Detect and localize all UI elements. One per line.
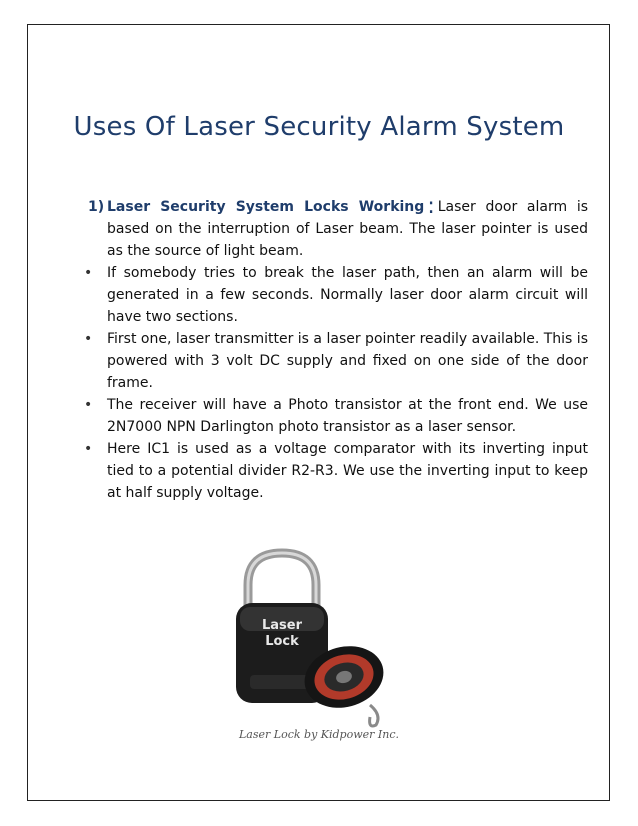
list-item	[84, 262, 588, 328]
device-label-line1: Laser	[261, 618, 303, 633]
item-number: 1)	[88, 199, 105, 215]
bullet-text: If somebody tries to break the laser path, then an alarm will be generated in a few seconds. Normally laser door alarm circuit will have two sections.	[107, 265, 588, 325]
bullet-icon: •	[84, 397, 93, 413]
bullet-text: First one, laser transmitter is a laser pointer readily available. This is powered with 3 volt DC supply and fixed on one side of the door frame.	[107, 331, 588, 391]
list-item-numbered	[88, 196, 588, 262]
laser-lock-photo	[220, 545, 420, 745]
figure-caption: Laser Lock by Kidpower Inc.	[239, 728, 399, 741]
bullet-text: Here IC1 is used as a voltage comparator with its inverting input tied to a potential divider R2-R3. We use the inverting input to keep at half supply voltage.	[107, 441, 588, 501]
bullet-icon: •	[84, 441, 93, 457]
item-text: Laser door alarm is based on the interruption of Laser beam. The laser pointer is used as the source of light beam.	[107, 199, 589, 259]
bullet-text: The receiver will have a Photo transistor at the front end. We use 2N7000 NPN Darlington photo transistor as a laser sensor.	[107, 397, 588, 435]
item-separator: :	[427, 194, 435, 219]
list-item	[84, 328, 588, 394]
laser-lock-illustration	[220, 545, 420, 745]
list-item	[84, 438, 588, 504]
bullet-icon: •	[84, 265, 93, 281]
page-title: Uses Of Laser Security Alarm System	[73, 112, 565, 142]
bullet-icon: •	[84, 331, 93, 347]
device-label-line2: Lock	[265, 634, 299, 649]
list-item	[84, 394, 588, 438]
content-list	[84, 194, 589, 504]
item-heading: Laser Security System Locks Working	[107, 199, 425, 215]
